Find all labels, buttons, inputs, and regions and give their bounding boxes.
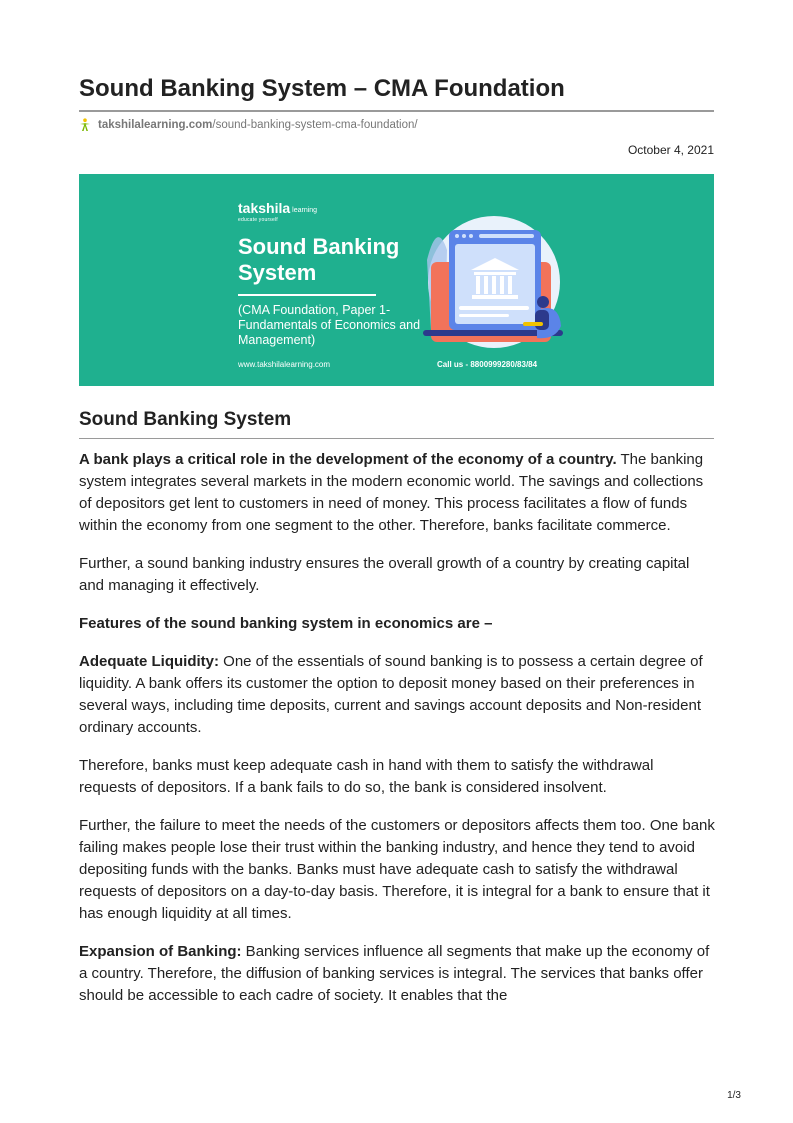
paragraph-features-heading (79, 613, 715, 635)
banner-subtitle: (CMA Foundation, Paper 1- Fundamentals of Economics and Management) (238, 303, 421, 347)
bank-laptop-illustration-icon (419, 210, 569, 350)
takshila-favicon-icon (79, 118, 91, 132)
intro-bold-text: A bank plays a critical role in the development of the economy of a country. (79, 451, 617, 468)
logo-tagline: educate yourself (238, 217, 278, 223)
section-heading: Sound Banking System (79, 409, 292, 430)
source-domain: takshilalearning.com (98, 119, 213, 131)
features-heading: Features of the sound banking system in economics are – (79, 615, 493, 632)
paragraph-growth: Further, a sound banking industry ensures the overall growth of a country by creating capital and managing it effectively. (79, 555, 690, 594)
paragraph-intro (79, 449, 715, 537)
publish-date: October 4, 2021 (627, 143, 714, 157)
paragraph-liquidity (79, 651, 715, 739)
banner-divider (238, 294, 376, 296)
banner-phone: Call us - 8800999280/83/84 (437, 360, 538, 369)
liquidity-bold-text: Adequate Liquidity: (79, 653, 219, 670)
source-path: /sound-banking-system-cma-foundation/ (212, 119, 418, 131)
page-number: 1/3 (727, 1090, 741, 1101)
logo-main-text: takshila (238, 200, 291, 216)
section-divider (79, 438, 714, 439)
liquidity-text: One of the essentials of sound banking is to possess a certain degree of liquidity. A bank offers its customer the option to deposit money based on their preferences in several ways, including time deposits, current and savings account deposits and Non-resident ordinary accounts. (79, 653, 703, 736)
expansion-bold-text: Expansion of Banking: (79, 943, 242, 960)
banner-title: Sound Banking System (238, 234, 400, 285)
hero-banner (79, 174, 714, 386)
article-body (79, 449, 715, 1023)
title-divider (79, 110, 714, 112)
expansion-text: Banking services influence all segments that make up the economy of a country. Therefore, the diffusion of banking services is integral. The services that banks offer should be accessible to each cadre of society. It enables that the (79, 943, 710, 1004)
logo-sub-text: learning (292, 207, 318, 214)
intro-text: The banking system integrates several markets in the modern economic world. The savings and collections of depositors get lent to customers in need of money. This process facilitates a flow of funds within the economy from one segment to the other. Therefore, banks facilitate commerce. (79, 451, 704, 534)
paragraph-failure: Further, the failure to meet the needs of the customers or depositors affects them too. One bank failing makes people lose their trust within the banking industry, and hence they tend to avoid depositing funds with the banks. Banks must have adequate cash to satisfy the withdrawal requests of depositors on a day-to-day basis. Therefore, it is integral for a bank to ensure that it has enough liquidity at all times. (79, 817, 715, 922)
paragraph-expansion (79, 941, 715, 1007)
page-title: Sound Banking System – CMA Foundation (79, 75, 565, 102)
source-link[interactable] (79, 117, 418, 133)
banner-url: www.takshilalearning.com (238, 360, 331, 369)
banner-logo (238, 200, 318, 223)
paragraph-cash-in-hand: Therefore, banks must keep adequate cash in hand with them to satisfy the withdrawal requests of depositors. If a bank fails to do so, the bank is considered insolvent. (79, 757, 654, 796)
